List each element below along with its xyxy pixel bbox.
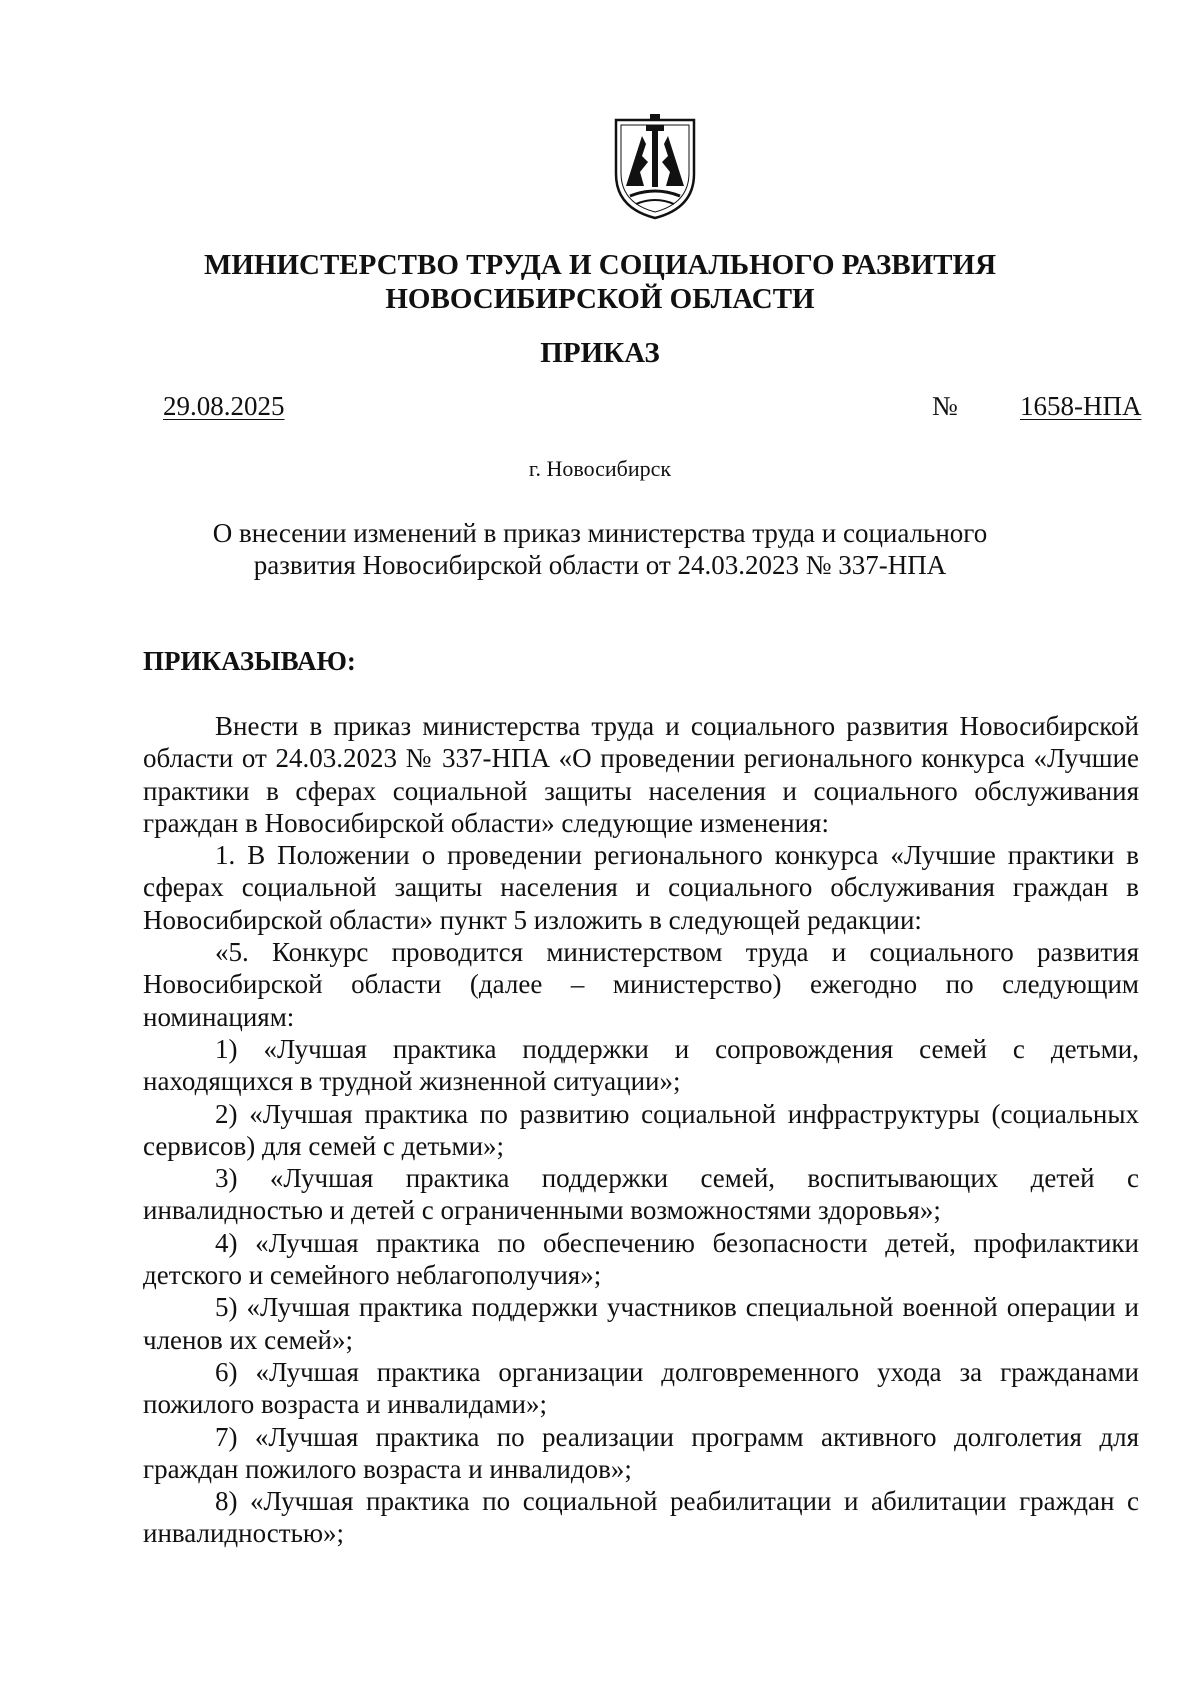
nomination-3: 3) «Лучшая практика поддержки семей, воспитывающих детей с инвалидностью и детей с ограниченными возможностями здоровья»; — [143, 1163, 1139, 1226]
nomination-5: 5) «Лучшая практика поддержки участников специальной военной операции и членов их семей»; — [143, 1292, 1139, 1355]
subject-line1: О внесении изменений в приказ министерства труда и социального — [212, 518, 988, 548]
document-subject — [0, 517, 1200, 581]
nomination-8: 8) «Лучшая практика по социальной реабилитации и абилитации граждан с инвалидностью»; — [143, 1486, 1139, 1549]
paragraph-item-1: 1. В Положении о проведении регионального конкурса «Лучшие практики в сферах социальной защиты населения и социального обслуживания граждан в Новосибирской области» пункт 5 изложить в следующей редакции: — [143, 840, 1139, 935]
document-date: 29.08.2025 — [163, 391, 285, 421]
nomination-2: 2) «Лучшая практика по развитию социальной инфраструктуры (социальных сервисов) для семей с детьми»; — [143, 1098, 1139, 1161]
city: г. Новосибирск — [528, 456, 672, 481]
coat-of-arms-icon — [612, 112, 698, 222]
ministry-name-line1: МИНИСТЕРСТВО ТРУДА И СОЦИАЛЬНОГО РАЗВИТИЯ — [203, 249, 997, 281]
nomination-7: 7) «Лучшая практика по реализации программ активного долголетия для граждан пожилого возраста и инвалидов»; — [143, 1421, 1139, 1484]
paragraph-intro: Внести в приказ министерства труда и социального развития Новосибирской области от 24.03.2023 № 337-НПА «О проведении регионального конкурса «Лучшие практики в сферах социальной защиты населения и социального обслуживания граждан в Новосибирской области» следующие изменения: — [143, 711, 1139, 838]
document-type: ПРИКАЗ — [540, 337, 660, 369]
ministry-name-line2: НОВОСИБИРСКОЙ ОБЛАСТИ — [385, 283, 815, 315]
subject-line2: развития Новосибирской области от 24.03.2023 № 337-НПА — [253, 550, 947, 580]
nomination-1: 1) «Лучшая практика поддержки и сопровождения семей с детьми, находящихся в трудной жизненной ситуации»; — [143, 1033, 1139, 1097]
document-number: 1658-НПА — [1020, 391, 1142, 421]
order-word: ПРИКАЗЫВАЮ: — [143, 646, 356, 676]
document-body — [143, 710, 1139, 1550]
ministry-name — [0, 248, 1200, 316]
nomination-6: 6) «Лучшая практика организации долговременного ухода за гражданами пожилого возраста и инвалидами»; — [143, 1356, 1139, 1420]
number-sign: № — [932, 391, 958, 421]
nomination-4: 4) «Лучшая практика по обеспечению безопасности детей, профилактики детского и семейного неблагополучия»; — [143, 1227, 1139, 1291]
paragraph-clause-5: «5. Конкурс проводится министерством труда и социального развития Новосибирской области (далее – министерство) ежегодно по следующим номинациям: — [143, 937, 1139, 1032]
